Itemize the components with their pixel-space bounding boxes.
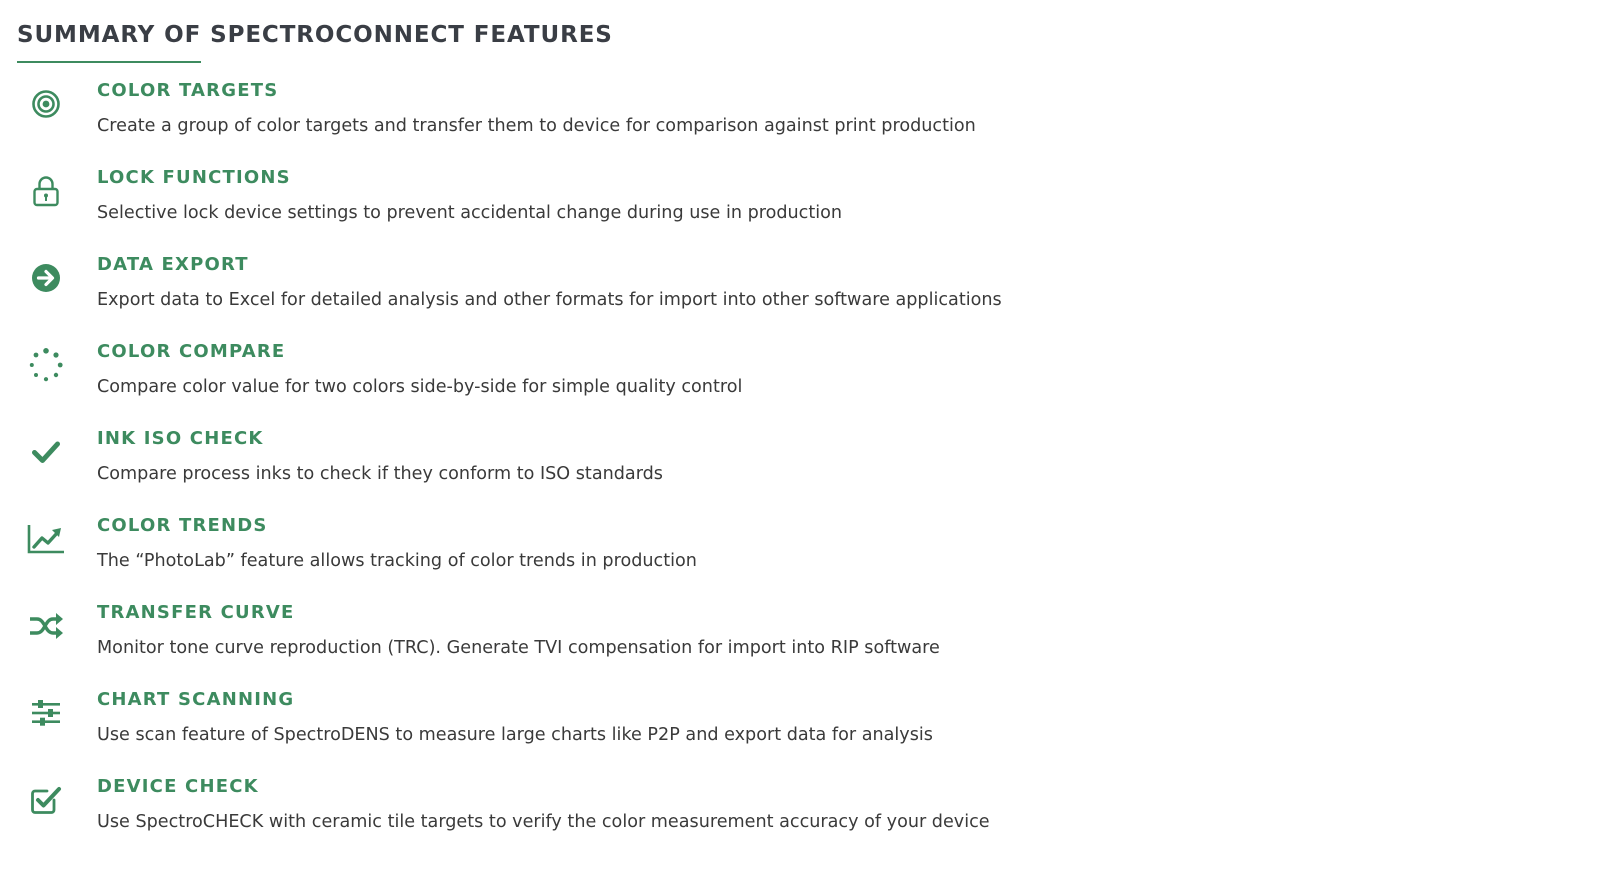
line-chart-icon xyxy=(24,520,68,558)
feature-title: COLOR TARGETS xyxy=(97,80,279,101)
title-underline xyxy=(17,61,201,63)
shuffle-icon xyxy=(24,607,68,645)
feature-lock-functions xyxy=(0,163,1600,250)
feature-ink-iso-check xyxy=(0,424,1600,511)
feature-title: DEVICE CHECK xyxy=(97,776,259,797)
feature-description: Compare color value for two colors side-by-side for simple quality control xyxy=(97,377,743,397)
feature-description: Compare process inks to check if they conform to ISO standards xyxy=(97,464,663,484)
feature-color-compare xyxy=(0,337,1600,424)
page-title: SUMMARY OF SPECTROCONNECT FEATURES xyxy=(17,22,613,48)
feature-description: Use scan feature of SpectroDENS to measure large charts like P2P and export data for analysis xyxy=(97,725,933,745)
feature-description: Export data to Excel for detailed analysis and other formats for import into other software applications xyxy=(97,290,1002,310)
feature-title: INK ISO CHECK xyxy=(97,428,264,449)
feature-description: Use SpectroCHECK with ceramic tile targets to verify the color measurement accuracy of your device xyxy=(97,812,990,832)
arrow-circle-right-icon xyxy=(24,259,68,297)
feature-list xyxy=(0,76,1600,859)
feature-description: Selective lock device settings to prevent accidental change during use in production xyxy=(97,203,843,223)
lock-icon xyxy=(24,172,68,210)
feature-title: COLOR COMPARE xyxy=(97,341,286,362)
feature-description: The “PhotoLab” feature allows tracking of color trends in production xyxy=(97,551,697,571)
feature-data-export xyxy=(0,250,1600,337)
feature-device-check xyxy=(0,772,1600,859)
feature-color-trends xyxy=(0,511,1600,598)
feature-title: TRANSFER CURVE xyxy=(97,602,295,623)
feature-description: Monitor tone curve reproduction (TRC). Generate TVI compensation for import into RIP software xyxy=(97,638,940,658)
feature-chart-scanning xyxy=(0,685,1600,772)
target-icon xyxy=(24,85,68,123)
feature-title: COLOR TRENDS xyxy=(97,515,268,536)
sliders-icon xyxy=(24,694,68,732)
feature-title: DATA EXPORT xyxy=(97,254,249,275)
checkbox-checked-icon xyxy=(24,781,68,819)
feature-title: CHART SCANNING xyxy=(97,689,295,710)
feature-description: Create a group of color targets and transfer them to device for comparison against print production xyxy=(97,116,976,136)
feature-title: LOCK FUNCTIONS xyxy=(97,167,291,188)
dotted-circle-icon xyxy=(24,346,68,384)
feature-color-targets xyxy=(0,76,1600,163)
feature-transfer-curve xyxy=(0,598,1600,685)
checkmark-icon xyxy=(24,433,68,471)
